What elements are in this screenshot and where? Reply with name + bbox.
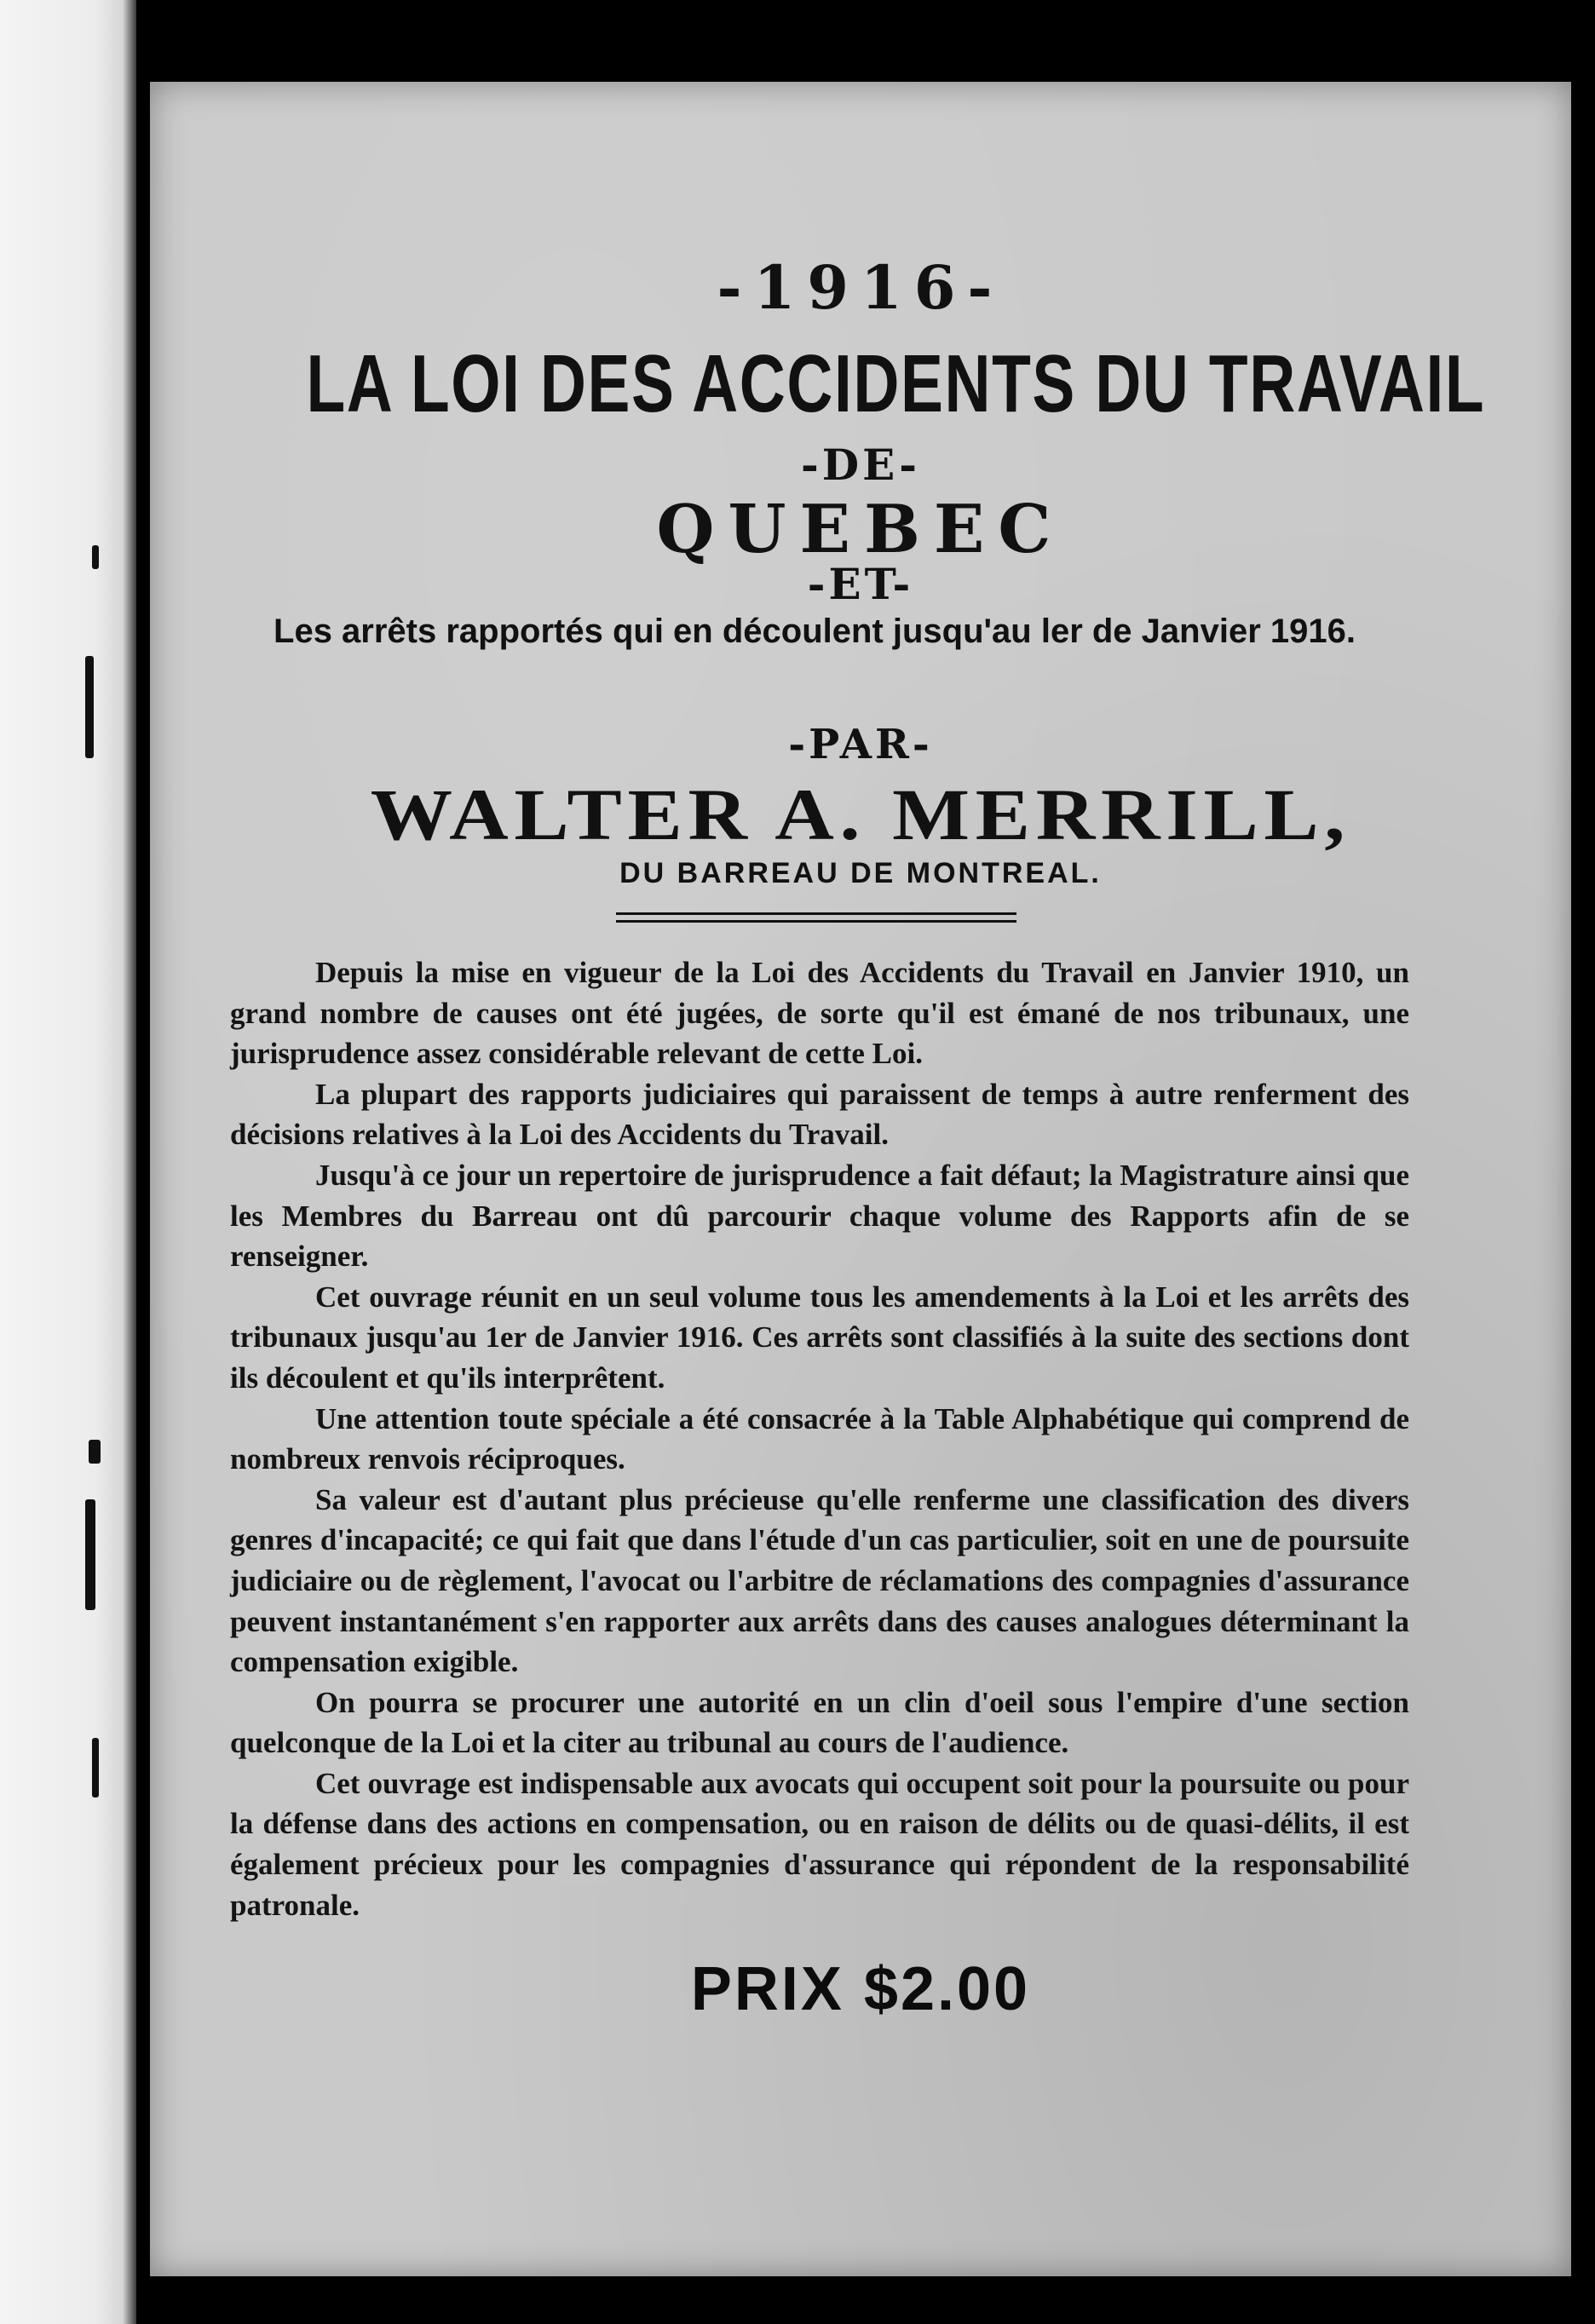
paragraph: La plupart des rapports judiciaires qui paraissent de temps à autre renferment des décisions relatives à la Loi des Accidents du Travail. [230, 1077, 1409, 1152]
paragraph: Cet ouvrage est indispensable aux avocats qui occupent soit pour la poursuite ou pour la défense dans des actions en compensation, ou en raison de délits ou de quasi-délits, il est également précieux pour les compagnies d'assurance qui répondent de la responsabilité patronale. [230, 1766, 1409, 1922]
binding-strip [0, 0, 136, 2324]
connector-de: -DE- [801, 440, 920, 490]
subtitle: Les arrêts rapportés qui en découlent jusqu'au ler de Janvier 1916. [274, 613, 1356, 650]
double-rule-divider [616, 912, 1016, 923]
connector-et: -ET- [807, 559, 914, 609]
title-page-sheet [150, 82, 1571, 2276]
price-label: PRIX $2.00 [690, 1955, 1031, 2023]
place-name: QUEBEC [656, 491, 1065, 568]
paragraph: Depuis la mise en vigueur de la Loi des Accidents du Travail en Janvier 1910, un grand nombre de causes ont été jugées, de sorte qu'il est émané de nos tribunaux, une jurisprudence assez considérable relevant de cette Loi. [230, 956, 1409, 1071]
paragraph: Une attention toute spéciale a été consacrée à la Table Alphabétique qui comprend de nombreux renvois réciproques. [230, 1401, 1409, 1476]
paragraph: Jusqu'à ce jour un repertoire de jurisprudence a fait défaut; la Magistrature ainsi que les Membres du Barreau ont dû parcourir chaque volume des Rapports afin de se renseigner. [230, 1158, 1409, 1274]
publication-year: -1916- [717, 252, 1005, 323]
connector-par: -PAR- [788, 721, 933, 768]
author-affiliation: DU BARREAU DE MONTREAL. [619, 857, 1102, 889]
author-name: WALTER A. MERRILL, [370, 774, 1351, 855]
description-text [230, 952, 1409, 1925]
main-title: LA LOI DES ACCIDENTS DU TRAVAIL [306, 338, 1486, 429]
paragraph: On pourra se procurer une autorité en un clin d'oeil sous l'empire d'une section quelconque de la Loi et la citer au tribunal au cours de l'audience. [230, 1685, 1409, 1760]
paragraph: Cet ouvrage réunit en un seul volume tous les amendements à la Loi et les arrêts des tribunaux jusqu'au 1er de Janvier 1916. Ces arrêts sont classifiés à la suite des sections dont ils découlent et qu'ils interprêtent. [230, 1280, 1409, 1395]
paragraph: Sa valeur est d'autant plus précieuse qu'elle renferme une classification des divers genres d'incapacité; ce qui fait que dans l'étude d'un cas particulier, soit en une de poursuite judiciaire ou de règlement, l'avocat ou l'arbitre de réclamations des compagnies d'assurance peuvent instantanément s'en rapporter aux arrêts dans des causes analogues déterminant la compensation exigible. [230, 1482, 1409, 1679]
